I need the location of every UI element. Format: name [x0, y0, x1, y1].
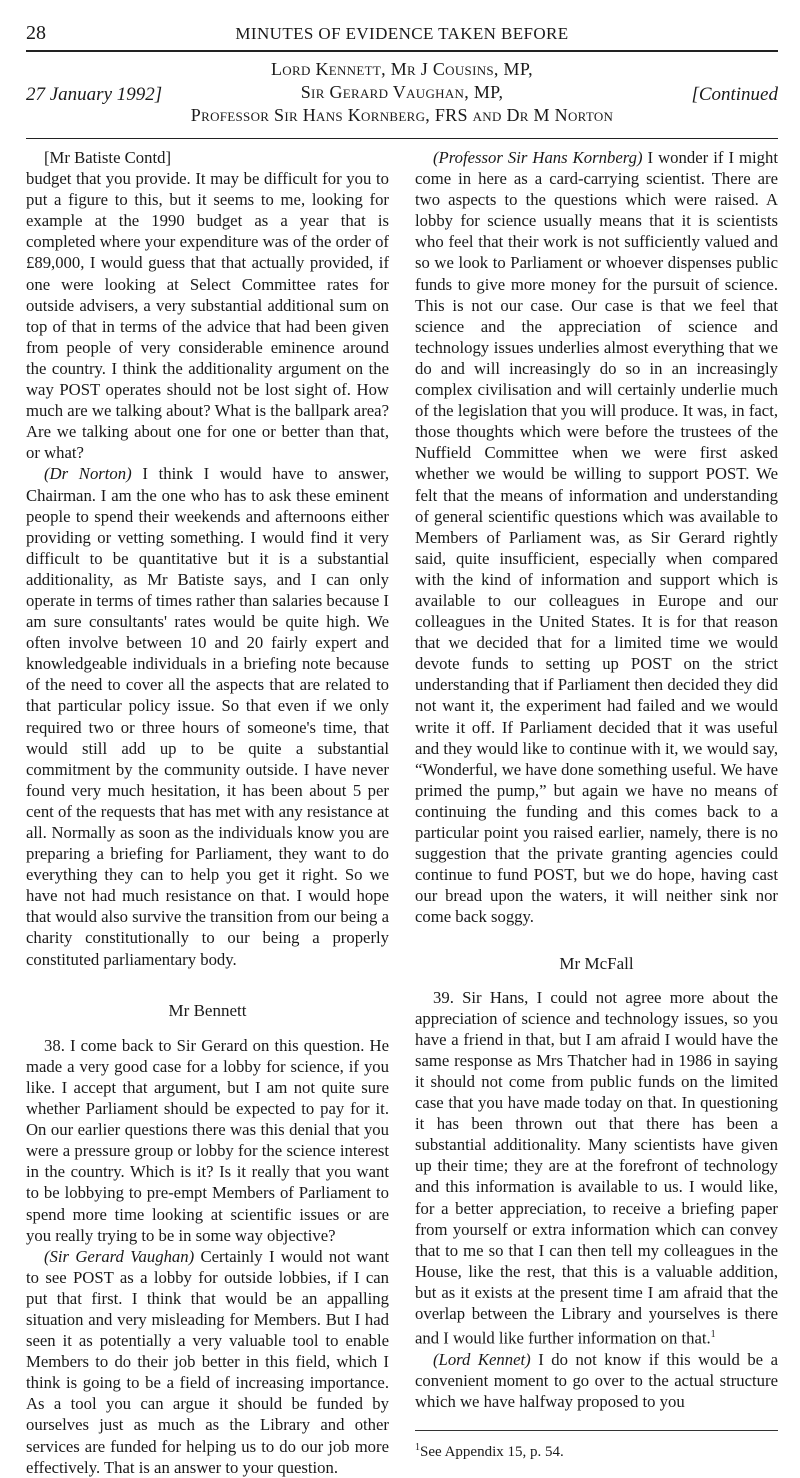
speaker-name: (Lord Kennet): [433, 1349, 531, 1369]
running-head: [26, 22, 778, 48]
witness-line-1: Lord Kennett, Mr J Cousins, MP,: [271, 59, 533, 79]
footnote-text: See Appendix 15, p. 54.: [420, 1444, 564, 1460]
speaker-heading: [Mr Batiste Contd]: [44, 148, 171, 167]
paragraph: [26, 1246, 389, 1478]
witness-rule: [26, 138, 778, 139]
page-number: 28: [26, 22, 46, 44]
paragraph: [415, 147, 778, 927]
section-heading: Mr Bennett: [168, 1000, 247, 1020]
page: [26, 22, 778, 1478]
paragraph: [415, 1349, 778, 1412]
witness-block: [26, 58, 778, 128]
paragraph-text: I think I would have to answer, Chairman. I am the one who has to ask these eminent people to spend their weekends and afternoons either providing or vetting something. I would find it very difficult to be quantitative but it is a substantial additionality, as Mr Batiste says, and I can only operate in terms of times rather than salaries because I am sure consultants' rates would be quite high. We often involve between 10 and 20 fairly expert and knowledgeable individuals in a briefing note because of the need to cover all the aspects that are related to that particular policy issue. So that even if we only required two or three hours of someone's time, that would still add up to be quite a substantial commitment by the community outside. I have never found very much hesitation, it has been about 5 per cent of the requests that has met with any resistance at all. Normally as soon as the individuals know you are preparing a briefing for Parliament, they want to do everything they can to help you get it right. So we have not had much resistance on that. I would hope that would also survive the transition from our being a charity constitutionally to our being a properly constituted parliamentary body.: [26, 464, 390, 969]
speaker-name: (Professor Sir Hans Kornberg): [433, 148, 643, 167]
paragraph-text: Certainly I would not want to see POST as a lobby for outside lobbies, if I can put that first. I think that would be an appalling situation and very misleading for Members. But I had seen it as potentially a very valuable tool to enable Members to do their job better in this field, which I think is going to be a field of increasing importance. As a tool you can argue it should be funded by ourselves just as much as the Library and other services are funded for helping us to do our job more effectively. That is an answer to your question.: [26, 1246, 389, 1477]
section-heading: Mr McFall: [559, 954, 634, 974]
paragraph: budget that you provide. It may be difficult for you to put a figure to this, but it seems to me, looking for example at the 1990 budget as a year that is completed where your expenditure was of the order of £89,000, I would guess that that actually provided, if one were looking at Select Committee rates for outside advisers, a very substantial additional sum on top of that in terms of the advice that had been given from people of very considerable eminence around the country. I think the additionality argument on the way POST operates should not be lost sight of. How much are we talking about? What is the ballpark area? Are we talking about one for one or better than that, or what?: [26, 169, 389, 463]
witness-line-2: Sir Gerard Vaughan, MP,: [300, 82, 504, 102]
body-columns: [26, 147, 778, 1478]
witness-line-3: Professor Sir Hans Kornberg, FRS and Dr M Norton: [190, 105, 614, 125]
paragraph-text: 39. Sir Hans, I could not agree more about the appreciation of science and technology issues, so you have a friend in that, but I am afraid I would have the same response as Mrs Thatcher had in 1986 in saying it should not come from public funds on the limited case that you have made today on that. In questioning it has been thrown out that there has been a substantial additionality. Many scientists have given up their time; they are at the forefront of technology and this information is available to us. I would like, for a better appreciation, to receive a briefing paper from yourself or extra information which can convey that to me so that I can then tell my colleagues in the House, like the rest, that this is a valuable addition, but as it exists at the present time I am afraid that the overlap between the Library and yourselves is there and I would like further information on that.: [415, 987, 778, 1348]
paragraph: 38. I come back to Sir Gerard on this question. He made a very good case for a lobby for science, if you like. I accept that argument, but I am not quite sure whether Parliament should be expected to pay for it. On our earlier questions there was this denial that you were a pressure group or lobby for the science interest in the country. Which is it? Is it really that you want to be lobbying to pre-empt Members of Parliament to spend more time looking at scientific issues or are you really trying to be in some way objective?: [26, 1035, 389, 1245]
speaker-name: (Dr Norton): [44, 464, 132, 484]
continued-label: [Continued: [691, 84, 778, 105]
speaker-name: (Sir Gerard Vaughan): [44, 1246, 195, 1266]
running-title: MINUTES OF EVIDENCE TAKEN BEFORE: [235, 24, 569, 43]
footnote-rule: [415, 1430, 778, 1431]
paragraph: [415, 987, 778, 1349]
footnote-marker: 1: [415, 1442, 420, 1453]
footnote: [415, 1437, 778, 1463]
paragraph: [26, 463, 389, 969]
left-column: [26, 147, 389, 1478]
paragraph-text: I do not know if this would be a convenient moment to go over to the actual structure which we have halfway proposed to you: [415, 1349, 778, 1411]
paragraph-text: I wonder if I might come in here as a card-carrying scientist. There are two aspects to the questions which were raised. A lobby for science usually means that it is scientists who feel that their work is not sufficiently valued and so we look to Parliament or whoever dispenses public funds to give more money for the pursuit of science. This is not our case. Our case is that we feel that science and the appreciation of science and technology issues underlies almost everything that we do and will increasingly do so in an increasingly complex civilisation and will certainly underlie much of the legislation that you will produce. It was, in fact, those thoughts which were before the trustees of the Nuffield Committee when we were first asked whether we would be willing to support POST. We felt that the means of information and understanding of general scientific questions which was available to Members of Parliament was, as Sir Gerard rightly said, quite insufficient, especially when compared with the kind of information and support which is available to our colleagues in Europe and our colleagues in the United States. It is for that reason that we decided that for a limited time we would devote funds to setting up POST on the strict understanding that if Parliament then decided they did not want it, the experiment had failed and we would write it off. If Parliament decided that it was useful and they would like to continue with it, we would say, “Wonderful, we have done something useful. We have primed the pump,” but again we have no means of continuing the funding and this comes back to a particular point you raised earlier, namely, there is no suggestion that the private granting agencies could continue to fund POST, but we do hope, having cast our bread upon the waters, it will neither sink nor come back soggy.: [415, 148, 778, 927]
right-column: [415, 147, 778, 1478]
footnote-reference: 1: [710, 1329, 716, 1341]
hearing-date: 27 January 1992]: [26, 84, 163, 105]
header-rule: [26, 50, 778, 52]
